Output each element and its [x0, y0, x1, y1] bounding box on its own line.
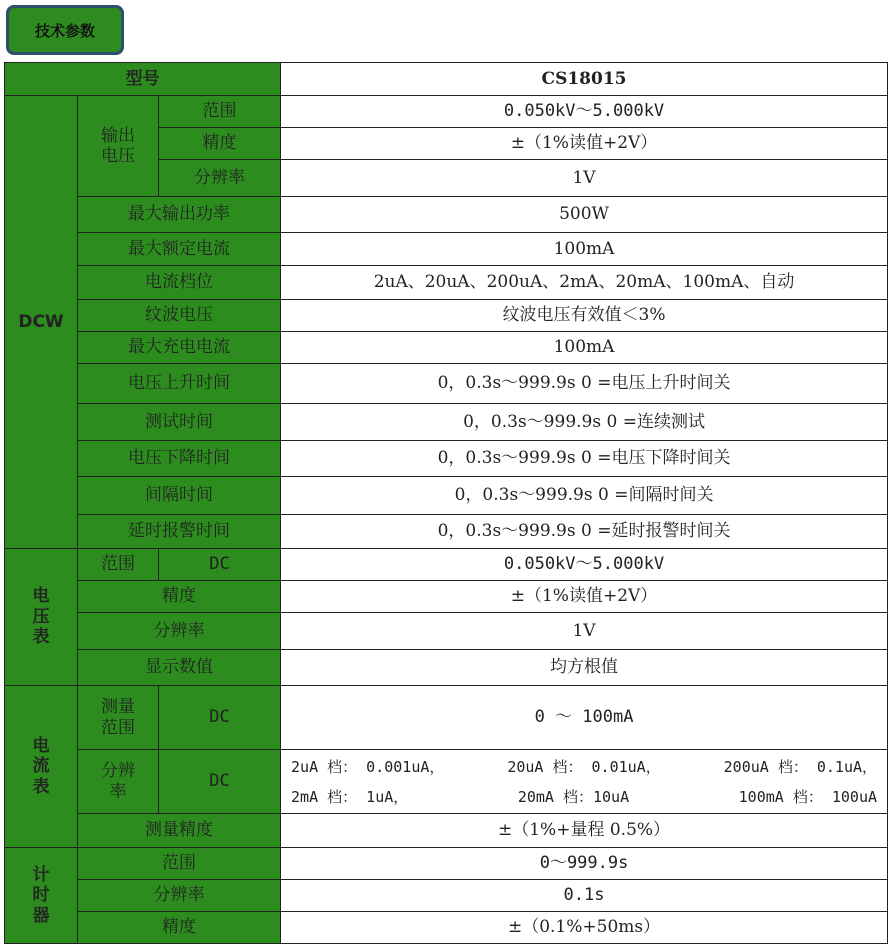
label-line: 输出	[101, 125, 135, 146]
res-100ma: 100mA 档： 100uA	[738, 787, 878, 806]
ammeter-group-label	[5, 686, 78, 848]
vm-resolution-value: 1V	[281, 613, 888, 650]
max-power-label: 最大输出功率	[78, 197, 281, 233]
alarm-delay-value: 0，0.3s～999.9s 0 =延时报警时间关	[281, 515, 888, 549]
ripple-value: 纹波电压有效值＜3%	[281, 300, 888, 332]
vm-resolution-label: 分辨率	[78, 613, 281, 650]
am-range-label	[78, 686, 159, 750]
fall-time-value: 0，0.3s～999.9s 0 =电压下降时间关	[281, 441, 888, 477]
dcw-resolution-value: 1V	[281, 160, 888, 197]
model-label: 型号	[5, 63, 281, 96]
dcw-range-label: 范围	[159, 96, 281, 128]
vm-display-label: 显示数值	[78, 650, 281, 686]
dcw-range-value: 0.050kV～5.000kV	[281, 96, 888, 128]
timer-range-label: 范围	[78, 848, 281, 880]
label-line: 率	[109, 781, 127, 802]
current-range-value: 2uA、20uA、200uA、2mA、20mA、100mA、自动	[281, 266, 888, 300]
timer-group-label	[5, 848, 78, 944]
am-resolution-label	[78, 750, 159, 814]
test-time-value: 0，0.3s～999.9s 0 =连续测试	[281, 404, 888, 441]
label-line: 流	[32, 756, 50, 777]
tech-params-tab[interactable]: 技术参数	[6, 5, 124, 55]
label-line: 电压	[101, 146, 135, 166]
am-range-type: DC	[159, 686, 281, 750]
label-line: 计	[32, 864, 50, 885]
am-resolution-line-1	[281, 752, 887, 782]
max-current-label: 最大额定电流	[78, 233, 281, 266]
label-line: 电	[32, 586, 50, 607]
alarm-delay-label: 延时报警时间	[78, 515, 281, 549]
vm-accuracy-value: ±（1%读值+2V）	[281, 581, 888, 613]
label-line: 分辨	[101, 761, 135, 782]
output-voltage-label	[78, 96, 159, 197]
dcw-group-label: DCW	[5, 96, 78, 549]
res-20ma: 20mA 档：10uA	[517, 787, 630, 806]
res-200ua: 200uA 档： 0.1uA，	[723, 757, 878, 776]
vm-range-type: DC	[159, 549, 281, 581]
vm-display-value: 均方根值	[281, 650, 888, 686]
vm-range-label: 范围	[78, 549, 159, 581]
voltmeter-group-label	[5, 549, 78, 686]
dcw-accuracy-value: ±（1%读值+2V）	[281, 128, 888, 160]
timer-accuracy-value: ±（0.1%+50ms）	[281, 912, 888, 944]
label-line: 表	[32, 776, 50, 797]
rise-time-value: 0，0.3s～999.9s 0 =电压上升时间关	[281, 364, 888, 404]
interval-label: 间隔时间	[78, 477, 281, 515]
am-accuracy-label: 测量精度	[78, 814, 281, 848]
spec-table	[4, 62, 888, 944]
label-line: 测量	[101, 697, 135, 718]
rise-time-label: 电压上升时间	[78, 364, 281, 404]
test-time-label: 测试时间	[78, 404, 281, 441]
dcw-resolution-label: 分辨率	[159, 160, 281, 197]
current-range-label: 电流档位	[78, 266, 281, 300]
res-2ma: 2mA 档： 1uA，	[291, 787, 409, 806]
ripple-label: 纹波电压	[78, 300, 281, 332]
am-resolution-type: DC	[159, 750, 281, 814]
am-accuracy-value: ±（1%+量程 0.5%）	[281, 814, 888, 848]
am-range-value: 0 ～ 100mA	[281, 686, 888, 750]
label-line: 器	[32, 905, 50, 926]
label-line: 表	[32, 627, 50, 648]
charge-current-value: 100mA	[281, 332, 888, 364]
timer-range-value: 0～999.9s	[281, 848, 888, 880]
charge-current-label: 最大充电电流	[78, 332, 281, 364]
am-resolution-value	[281, 750, 888, 814]
am-resolution-line-2	[281, 782, 887, 812]
timer-resolution-value: 0.1s	[281, 880, 888, 912]
interval-value: 0，0.3s～999.9s 0 =间隔时间关	[281, 477, 888, 515]
label-line: 时	[32, 885, 50, 906]
vm-range-value: 0.050kV～5.000kV	[281, 549, 888, 581]
fall-time-label: 电压下降时间	[78, 441, 281, 477]
timer-resolution-label: 分辨率	[78, 880, 281, 912]
res-20ua: 20uA 档： 0.01uA，	[507, 757, 661, 776]
model-value: CS18015	[281, 63, 888, 96]
vm-accuracy-label: 精度	[78, 581, 281, 613]
label-line: 范围	[101, 717, 135, 738]
timer-accuracy-label: 精度	[78, 912, 281, 944]
dcw-accuracy-label: 精度	[159, 128, 281, 160]
label-line: 压	[32, 606, 50, 627]
label-line: 电	[32, 735, 50, 756]
max-power-value: 500W	[281, 197, 888, 233]
res-2ua: 2uA 档： 0.001uA，	[291, 757, 445, 776]
max-current-value: 100mA	[281, 233, 888, 266]
